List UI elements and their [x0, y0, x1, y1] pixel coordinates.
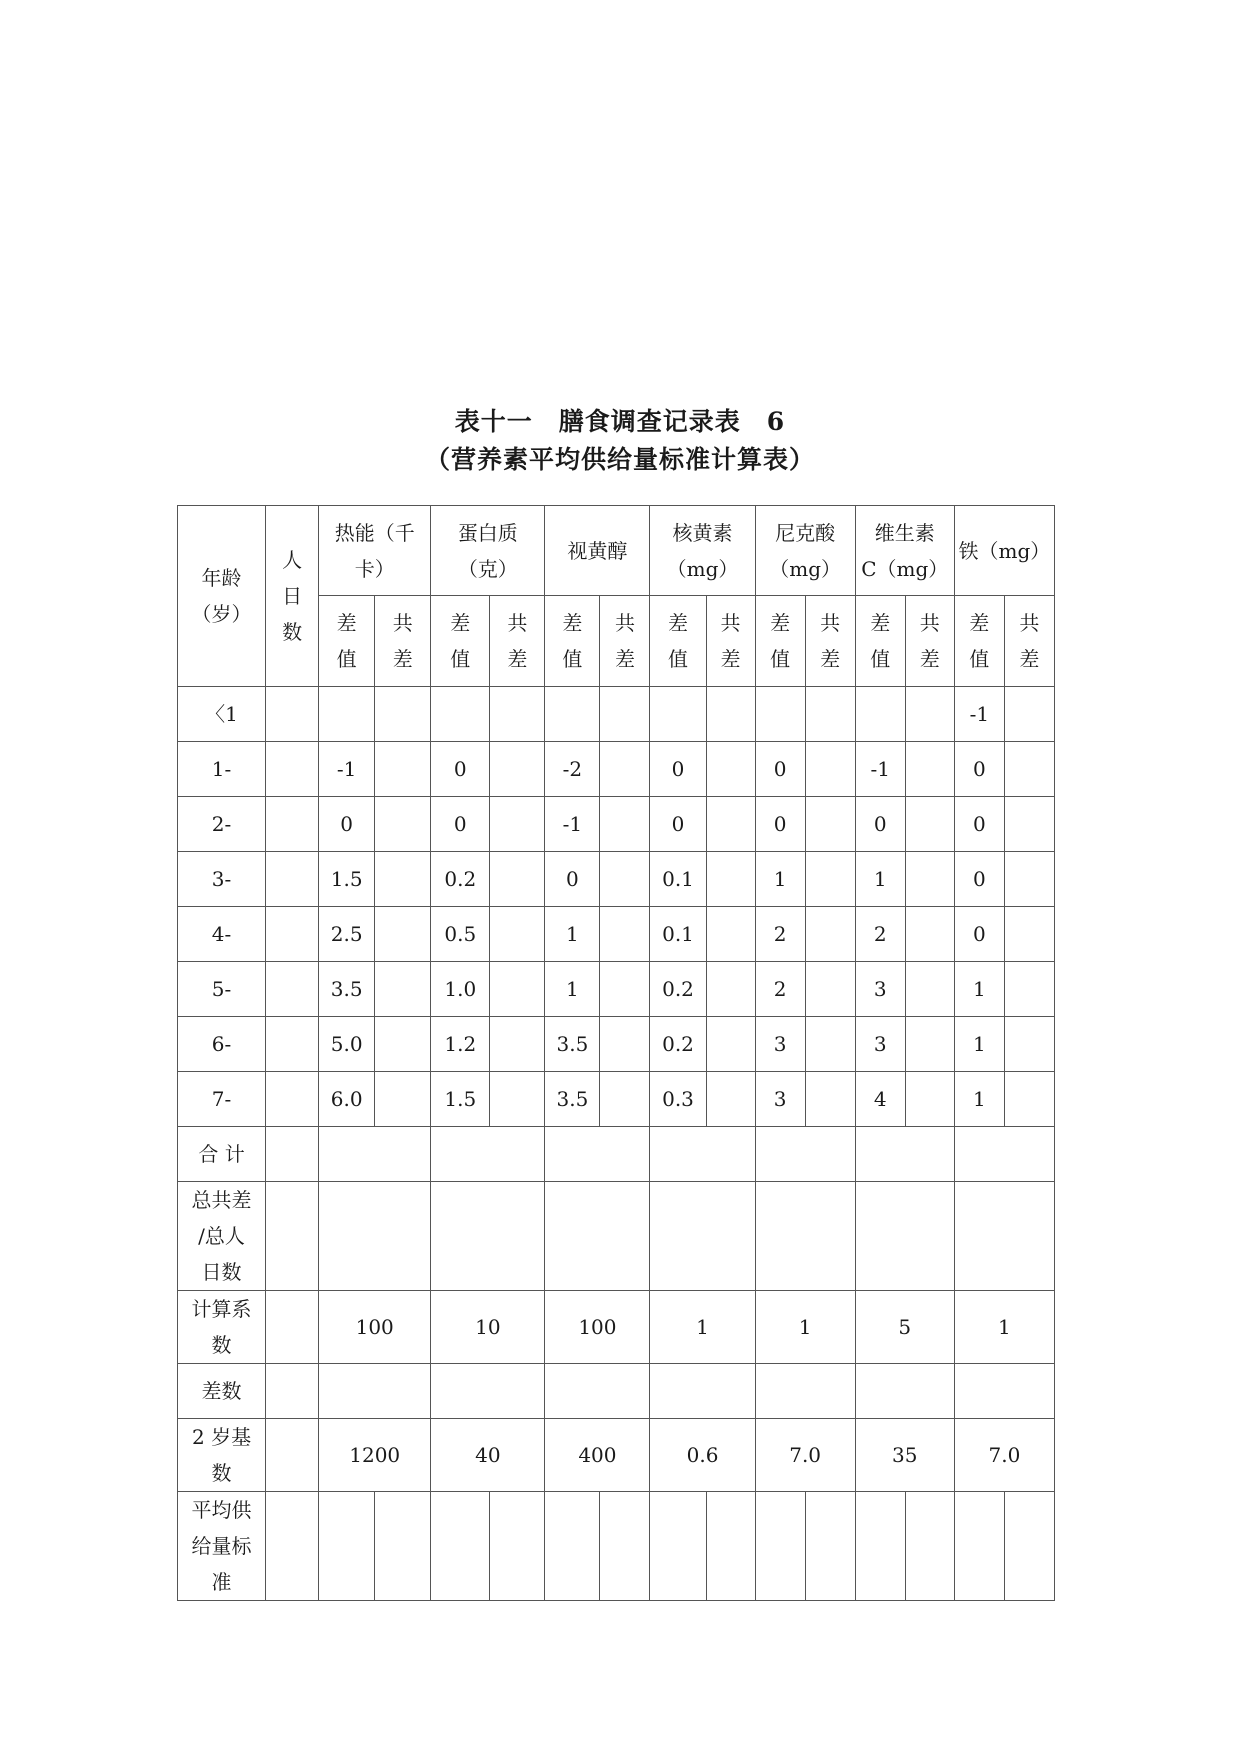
diff-value-cell: 0: [431, 797, 490, 852]
table-row: [178, 852, 1055, 907]
codiff-value-cell: [805, 1072, 855, 1127]
diff-value-cell: 1: [545, 907, 600, 962]
diff-value-cell: 0: [650, 797, 706, 852]
document-subtitle: （营养素平均供给量标准计算表）: [424, 445, 815, 474]
diff-value-cell: 1.5: [319, 852, 375, 907]
diff-value-cell: 0: [755, 797, 805, 852]
codiff-value-cell: [706, 687, 755, 742]
diff-value-cell: 0: [545, 852, 600, 907]
diff-value-cell: 0: [650, 742, 706, 797]
diff-value-cell: 2: [855, 907, 905, 962]
person-days-cell: [266, 852, 319, 907]
header-codiff: 共 差: [905, 596, 954, 687]
total-ratio-label: 总共差 /总人 日数: [178, 1182, 266, 1291]
codiff-value-cell: [1004, 687, 1054, 742]
base-value: 40: [431, 1419, 545, 1492]
codiff-value-cell: [805, 852, 855, 907]
codiff-value-cell: [600, 687, 650, 742]
codiff-value-cell: [1004, 1072, 1054, 1127]
codiff-value-cell: [905, 907, 954, 962]
header-riboflavin: 核黄素 （mg）: [650, 506, 755, 596]
base-value: 0.6: [650, 1419, 755, 1492]
header-energy: 热能（千 卡）: [319, 506, 431, 596]
diff-value-cell: 5.0: [319, 1017, 375, 1072]
table-row: [178, 1072, 1055, 1127]
document-title: 表十一 膳食调查记录表 6: [454, 407, 786, 436]
diff-value-cell: [650, 687, 706, 742]
average-standard-row: [178, 1492, 1055, 1601]
codiff-value-cell: [805, 797, 855, 852]
header-diff: 差 值: [855, 596, 905, 687]
difference-label: 差数: [178, 1364, 266, 1419]
table-row: [178, 687, 1055, 742]
age-cell: 7-: [178, 1072, 266, 1127]
diff-value-cell: 0: [954, 907, 1004, 962]
codiff-value-cell: [600, 907, 650, 962]
person-days-cell: [266, 1072, 319, 1127]
age-cell: 3-: [178, 852, 266, 907]
codiff-value-cell: [1004, 962, 1054, 1017]
diff-value-cell: [855, 687, 905, 742]
table-row: [178, 907, 1055, 962]
codiff-value-cell: [490, 797, 545, 852]
age-cell: 4-: [178, 907, 266, 962]
coefficient-value: 5: [855, 1291, 954, 1364]
diff-value-cell: 0.3: [650, 1072, 706, 1127]
codiff-value-cell: [375, 1072, 431, 1127]
diff-value-cell: 1: [545, 962, 600, 1017]
codiff-value-cell: [375, 852, 431, 907]
person-days-cell: [266, 687, 319, 742]
codiff-value-cell: [490, 687, 545, 742]
codiff-value-cell: [600, 797, 650, 852]
codiff-value-cell: [706, 742, 755, 797]
age-cell: 2-: [178, 797, 266, 852]
codiff-value-cell: [490, 742, 545, 797]
coefficient-value: 100: [545, 1291, 650, 1364]
header-person-days: 人 日 数: [266, 506, 319, 687]
person-days-cell: [266, 797, 319, 852]
diff-value-cell: 1.0: [431, 962, 490, 1017]
diff-value-cell: 3: [755, 1017, 805, 1072]
diff-value-cell: 1.2: [431, 1017, 490, 1072]
codiff-value-cell: [490, 1072, 545, 1127]
diff-value-cell: 1: [954, 1017, 1004, 1072]
diff-value-cell: 3: [755, 1072, 805, 1127]
diff-value-cell: 2: [755, 962, 805, 1017]
header-age: 年龄 （岁）: [178, 506, 266, 687]
diff-value-cell: 0.2: [650, 1017, 706, 1072]
diff-value-cell: -1: [319, 742, 375, 797]
codiff-value-cell: [375, 742, 431, 797]
header-diff: 差 值: [319, 596, 375, 687]
diff-value-cell: 4: [855, 1072, 905, 1127]
codiff-value-cell: [706, 852, 755, 907]
codiff-value-cell: [600, 1017, 650, 1072]
diff-value-cell: 0: [954, 852, 1004, 907]
diff-value-cell: 2: [755, 907, 805, 962]
header-diff: 差 值: [650, 596, 706, 687]
codiff-value-cell: [905, 962, 954, 1017]
codiff-value-cell: [1004, 907, 1054, 962]
header-niacin: 尼克酸 （mg）: [755, 506, 855, 596]
data-rows: [178, 687, 1055, 1127]
diff-value-cell: 1: [855, 852, 905, 907]
codiff-value-cell: [706, 907, 755, 962]
header-protein: 蛋白质 （克）: [431, 506, 545, 596]
header-vitamin-c: 维生素 C（mg）: [855, 506, 954, 596]
codiff-value-cell: [490, 962, 545, 1017]
codiff-value-cell: [706, 962, 755, 1017]
codiff-value-cell: [600, 1072, 650, 1127]
diff-value-cell: 0.1: [650, 907, 706, 962]
codiff-value-cell: [805, 742, 855, 797]
header-diff: 差 值: [755, 596, 805, 687]
codiff-value-cell: [706, 797, 755, 852]
codiff-value-cell: [905, 852, 954, 907]
person-days-cell: [266, 962, 319, 1017]
coefficient-value: 1: [755, 1291, 855, 1364]
base-label: 2 岁基 数: [178, 1419, 266, 1492]
base-row: [178, 1419, 1055, 1492]
diff-value-cell: 0: [755, 742, 805, 797]
codiff-value-cell: [805, 1017, 855, 1072]
diff-value-cell: 0: [954, 742, 1004, 797]
codiff-value-cell: [805, 687, 855, 742]
codiff-value-cell: [1004, 797, 1054, 852]
codiff-value-cell: [375, 797, 431, 852]
header-row-1: [178, 506, 1055, 596]
diff-value-cell: 1: [954, 962, 1004, 1017]
age-cell: 5-: [178, 962, 266, 1017]
diff-value-cell: 0.2: [650, 962, 706, 1017]
codiff-value-cell: [706, 1017, 755, 1072]
diff-value-cell: -2: [545, 742, 600, 797]
codiff-value-cell: [706, 1072, 755, 1127]
difference-row: [178, 1364, 1055, 1419]
diff-value-cell: 1: [954, 1072, 1004, 1127]
person-days-cell: [266, 907, 319, 962]
codiff-value-cell: [905, 687, 954, 742]
codiff-value-cell: [490, 1017, 545, 1072]
header-codiff: 共 差: [706, 596, 755, 687]
codiff-value-cell: [490, 907, 545, 962]
diff-value-cell: 0: [431, 742, 490, 797]
header-iron: 铁（mg）: [954, 506, 1054, 596]
summary-rows: [178, 1127, 1055, 1601]
diff-value-cell: 3.5: [319, 962, 375, 1017]
diff-value-cell: 0.2: [431, 852, 490, 907]
base-value: 7.0: [954, 1419, 1054, 1492]
codiff-value-cell: [905, 742, 954, 797]
header-diff: 差 值: [431, 596, 490, 687]
header-codiff: 共 差: [805, 596, 855, 687]
table-row: [178, 962, 1055, 1017]
person-days-cell: [266, 742, 319, 797]
diff-value-cell: -1: [545, 797, 600, 852]
total-label: 合 计: [178, 1127, 266, 1182]
diff-value-cell: [319, 687, 375, 742]
codiff-value-cell: [600, 962, 650, 1017]
diff-value-cell: 0: [954, 797, 1004, 852]
base-value: 400: [545, 1419, 650, 1492]
base-value: 7.0: [755, 1419, 855, 1492]
header-codiff: 共 差: [600, 596, 650, 687]
codiff-value-cell: [375, 907, 431, 962]
coefficient-value: 10: [431, 1291, 545, 1364]
age-cell: 〈1: [178, 687, 266, 742]
codiff-value-cell: [1004, 852, 1054, 907]
diff-value-cell: 1.5: [431, 1072, 490, 1127]
diff-value-cell: 3.5: [545, 1017, 600, 1072]
average-standard-label: 平均供 给量标 准: [178, 1492, 266, 1601]
diff-value-cell: 2.5: [319, 907, 375, 962]
codiff-value-cell: [600, 852, 650, 907]
coefficient-value: 1: [954, 1291, 1054, 1364]
diff-value-cell: 3: [855, 1017, 905, 1072]
diff-value-cell: 6.0: [319, 1072, 375, 1127]
base-value: 35: [855, 1419, 954, 1492]
diff-value-cell: -1: [855, 742, 905, 797]
codiff-value-cell: [805, 907, 855, 962]
header-codiff: 共 差: [490, 596, 545, 687]
codiff-value-cell: [600, 742, 650, 797]
age-cell: 6-: [178, 1017, 266, 1072]
coefficient-value: 100: [319, 1291, 431, 1364]
header-codiff: 共 差: [375, 596, 431, 687]
coefficient-row: [178, 1291, 1055, 1364]
age-cell: 1-: [178, 742, 266, 797]
codiff-value-cell: [375, 687, 431, 742]
table-row: [178, 797, 1055, 852]
coefficient-value: 1: [650, 1291, 755, 1364]
total-ratio-row: [178, 1182, 1055, 1291]
header-diff: 差 值: [545, 596, 600, 687]
diff-value-cell: [431, 687, 490, 742]
diff-value-cell: [755, 687, 805, 742]
header-diff: 差 值: [954, 596, 1004, 687]
codiff-value-cell: [905, 1017, 954, 1072]
codiff-value-cell: [1004, 742, 1054, 797]
diff-value-cell: 0.1: [650, 852, 706, 907]
diff-value-cell: 3.5: [545, 1072, 600, 1127]
codiff-value-cell: [905, 797, 954, 852]
codiff-value-cell: [490, 852, 545, 907]
base-value: 1200: [319, 1419, 431, 1492]
table-row: [178, 1017, 1055, 1072]
header-codiff: 共 差: [1004, 596, 1054, 687]
diff-value-cell: 3: [855, 962, 905, 1017]
diff-value-cell: 0: [855, 797, 905, 852]
codiff-value-cell: [375, 962, 431, 1017]
diff-value-cell: -1: [954, 687, 1004, 742]
codiff-value-cell: [805, 962, 855, 1017]
diff-value-cell: 0.5: [431, 907, 490, 962]
diff-value-cell: 1: [755, 852, 805, 907]
diff-value-cell: [545, 687, 600, 742]
coefficient-label: 计算系 数: [178, 1291, 266, 1364]
codiff-value-cell: [905, 1072, 954, 1127]
header-retinol: 视黄醇: [545, 506, 650, 596]
person-days-cell: [266, 1017, 319, 1072]
codiff-value-cell: [1004, 1017, 1054, 1072]
nutrient-standard-table: [177, 505, 1055, 1601]
codiff-value-cell: [375, 1017, 431, 1072]
total-row: [178, 1127, 1055, 1182]
diff-value-cell: 0: [319, 797, 375, 852]
table-row: [178, 742, 1055, 797]
